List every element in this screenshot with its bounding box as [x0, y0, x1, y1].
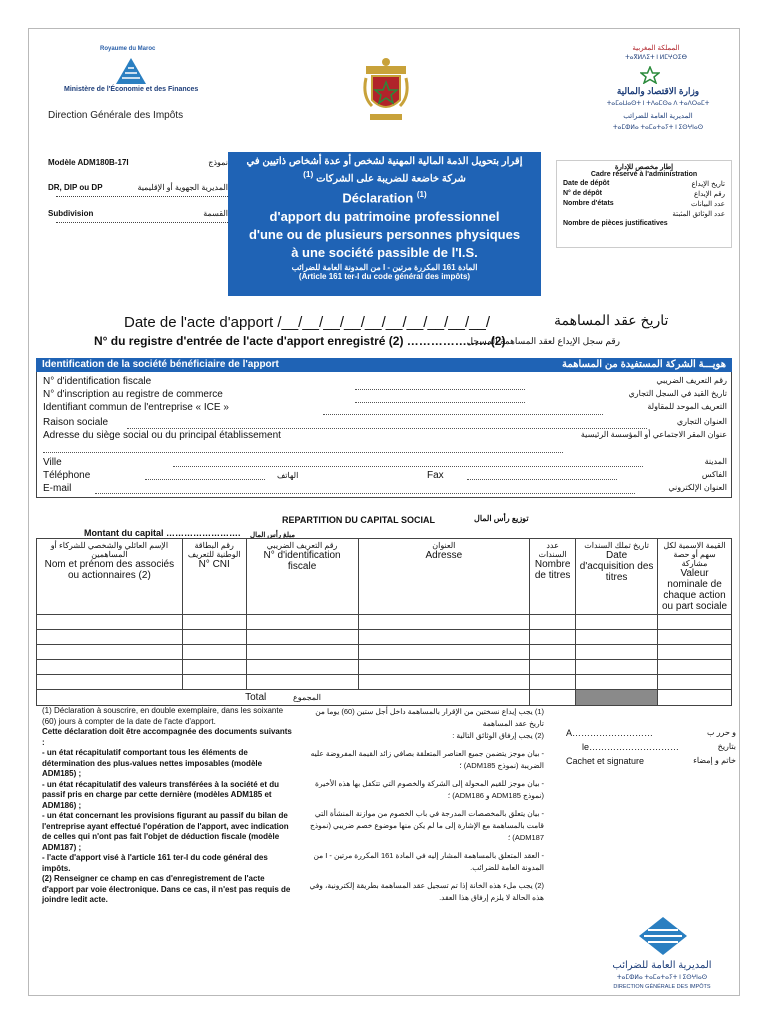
sign-le-label[interactable]: le…………………………	[582, 742, 680, 752]
title-fr-2: d'apport du patrimoine professionnel	[269, 208, 500, 224]
modele-label: Modèle ADM180B-17I	[48, 158, 129, 167]
dgi-bottom-fr: DIRECTION GÉNÉRALE DES IMPÔTS	[613, 984, 711, 990]
nb-pieces-label: Nombre de pièces justificatives	[563, 220, 668, 227]
id-row-if[interactable]: N° d'identification fiscale رقم التعريف الضريبي	[43, 376, 727, 387]
title-fr-3: d'une ou de plusieurs personnes physiques	[248, 226, 521, 242]
dr-label-ar: المديرية الجهوية أو الإقليمية	[137, 183, 228, 192]
footnotes-ar: (1) يجب إيداع نسختين من الإقرار بالمساهمة داخل أجل ستين (60) يوما من تاريخ عقد المساهمة (2) يجب إرفاق الوثائق التالية : - بيان موجز يتضمن جميع العناصر المتعلقة بصافي زائد القيمة المفروضة عليه الضريبة (نموذج ADM185) ؛ - بيان موجز للقيم المحولة إلى الشركة والخصوم التي تتكفل بها هذه الأخيرة (نموذج ADM185 و ADM186) ؛ - بيان يتعلق بالمخصصات المدرجة في باب الخصوم من موازنة المنشأة التي قامت بالمساهمة مع الإشارة إلى ما لم يكن منها موضوع خصم ضريبي (نموذج ADM187) ؛ - العقد المتعلق بالمساهمة المشار إليه في المادة 161 المكررة مرتين - I من المدونة العامة للضرائب. (2) يجب ملء هذه الخانة إذا تم تسجيل عقد المساهمة بطريقة إلكترونية، وفي هذه الحالة لا يلزم إرفاق هذا العقد.	[309, 707, 544, 902]
cachet-label: Cachet et signature	[566, 756, 645, 766]
logo-right-line1: المملكة المغربية	[632, 45, 680, 52]
sign-le-label-ar: بتاريخ	[717, 742, 736, 751]
cachet-label-ar: خاتم و إمضاء	[693, 756, 736, 765]
total-valeur-cell[interactable]	[658, 690, 732, 706]
title-fr-4: à une société passible de l'I.S.	[291, 244, 478, 260]
dgi-logo-left	[48, 44, 208, 124]
total-row	[37, 690, 732, 706]
admin-title-ar: إطار مخصص للإدارة	[614, 164, 674, 171]
fax-label: Fax	[427, 470, 444, 481]
logo-dgi-text: Direction Générale des Impôts	[48, 110, 184, 121]
col-cni: رقم البطاقة الوطنية للتعريف N° CNI	[182, 539, 246, 615]
identification-header	[36, 358, 732, 372]
footnotes-fr: (1) Déclaration à souscrire, en double exemplaire, dans les soixante (60) jours à compter de la date de l'acte d'apport. Cette déclaration doit être accompagnée des documents suivants : - un état récapitulatif comportant tous les éléments de détermination des plus-values nettes imposables (modèle ADM185) ; - un état récapitulatif des valeurs transférées à la société et du passif pris en charge par cette dernière (modèles ADM185 et ADM186) ; - un état concernant les provisions figurant au passif du bilan de l'entreprise ayant effectué l'opération de l'apport, avec indication de celles qui n'ont pas fait l'objet de déduction fiscale (modèle ADM187) ; - l'acte d'apport visé à l'article 161 ter-I du code général des impôts. (2) Renseigner ce champ en cas d'enregistrement de l'acte d'apport par voie électronique. Dans ce cas, il n'est pas requis de joindre ledit acte.	[42, 706, 292, 904]
identification-box	[36, 372, 732, 498]
article-ar: المادة 161 المكررة مرتين - I من المدونة العامة للضرائب	[291, 262, 478, 272]
col-adresse: العنوان Adresse	[358, 539, 530, 615]
num-depot-label: N° de dépôt	[563, 190, 602, 197]
coat-of-arms-icon	[362, 56, 410, 128]
registre-label[interactable]: N° du registre d'entrée de l'acte d'apport enregistré (2) …………………(2)	[94, 334, 506, 348]
id-row-raison[interactable]: Raison sociale العنوان التجاري	[43, 417, 727, 428]
subdivision-label-ar: القسمة	[203, 209, 228, 218]
total-label: Total	[245, 692, 267, 703]
table-row[interactable]	[37, 645, 732, 660]
signature-block	[566, 728, 736, 766]
total-grey-cell	[576, 690, 658, 706]
ministry-logo-right	[596, 40, 726, 136]
nb-etats-label: Nombre d'états	[563, 200, 614, 207]
nb-etats-label-ar: عدد البيانات	[690, 201, 725, 208]
subdivision-label: Subdivision	[48, 209, 94, 218]
logo-right-line5: المديرية العامة للضرائب	[623, 113, 693, 120]
nb-pieces-label-ar: عدد الوثائق المثبتة	[672, 211, 725, 218]
date-depot-label: Date de dépôt	[563, 180, 610, 187]
id-row-rc[interactable]: N° d'inscription au registre de commerce تاريخ القيد في السجل التجاري	[43, 389, 727, 400]
sign-a-label[interactable]: A………………………	[566, 728, 654, 738]
dr-input-line[interactable]	[56, 196, 228, 197]
admin-reserved-box	[556, 160, 732, 248]
col-date: تاريخ تملك السندات Date d'acquisition des titres	[576, 539, 658, 615]
capital-label-ar: مبلغ رأس المال	[250, 532, 296, 539]
repartition-table	[36, 538, 732, 706]
dgi-bottom-ar: المديرية العامة للضرائب	[612, 960, 712, 971]
logo-ministry-text: Ministère de l'Économie et des Finances	[64, 86, 199, 93]
id-row-email[interactable]: E-mail العنوان الإلكتروني	[43, 483, 727, 494]
dr-label: DR, DIP ou DP	[48, 183, 103, 192]
dgi-triangle-icon	[114, 56, 148, 86]
col-nombre: عدد السندات Nombre de titres	[530, 539, 576, 615]
table-row[interactable]	[37, 675, 732, 690]
total-nombre-cell[interactable]	[530, 690, 576, 706]
repartition-title-ar: توزيع رأس المال	[474, 514, 529, 523]
identification-header-fr: Identification de la société bénéficiaire de l'apport	[42, 359, 279, 370]
id-row-tel[interactable]: Téléphone الفاكس	[43, 470, 727, 481]
header-left-fields	[48, 158, 228, 235]
dgi-bottom-tifinagh: ⵜⴰⵎⵀⵍⴰ ⵜⴰⵎⴰⵜⴰⵢⵜ ⵏ ⵉⵙⵖⵏⴰⵙ	[616, 975, 708, 981]
star-icon	[640, 66, 660, 84]
sign-a-label-ar: و حرر ب	[706, 728, 736, 737]
dgi-logo-bottom	[600, 916, 720, 1004]
logo-right-line3: وزارة الاقتصاد والمالية	[616, 86, 700, 96]
capital-label[interactable]: Montant du capital …………………….	[84, 528, 241, 538]
table-row[interactable]	[37, 660, 732, 675]
id-row-ville[interactable]: Ville المدينة	[43, 457, 727, 468]
article-fr: (Article 161 ter-I du code général des impôts)	[298, 271, 471, 281]
col-if: رقم التعريف الضريبي N° d'identification fiscale	[246, 539, 358, 615]
modele-label-ar: نموذج	[208, 158, 228, 167]
subdivision-input-line[interactable]	[56, 222, 228, 223]
logo-right-line2: ⵜⴰⴳⵍⴷⵉⵜ ⵏ ⵍⵎⵖⵔⵉⴱ	[625, 55, 687, 61]
logo-right-line6: ⵜⴰⵎⵀⵍⴰ ⵜⴰⵎⴰⵜⴰⵢⵜ ⵏ ⵉⵙⵖⵏⴰⵙ	[612, 125, 704, 131]
date-acte-label-ar: تاريخ عقد المساهمة	[554, 312, 669, 328]
logo-right-line4: ⵜⴰⵎⴰⵡⴰⵙⵜ ⵏ ⵜⴷⴰⵎⵙⴰ ⴷ ⵜⴰⴷⵔⴰⵎⵜ	[606, 101, 710, 107]
total-label-ar: المجموع	[293, 693, 322, 702]
admin-title-fr: Cadre réservé à l'administration	[590, 171, 698, 178]
identification-header-ar: هويـــة الشركة المستفيدة من المساهمة	[562, 359, 726, 370]
date-acte-label[interactable]: Date de l'acte d'apport /__/__/__/__/__/__/__/__/__/__/	[124, 314, 491, 331]
title-ar: إقرار بتحويل الذمة المالية المهنية لشخص أو عدة أشخاص ذاتيين في شركة خاضعة للضريبة على الشركات $^{(1)}$	[246, 156, 523, 185]
col-nom: الإسم العائلي والشخصي للشركاء أو المساهمين Nom et prénom des associés ou actionnaires (2)	[37, 539, 183, 615]
id-row-ice[interactable]: Identifiant commun de l'entreprise « ICE » التعريف الموحد للمقاولة	[43, 402, 727, 413]
declaration-title-box	[228, 152, 541, 296]
col-valeur: القيمة الاسمية لكل سهم أو حصة مشاركة Valeur nominale de chaque action ou part sociale	[658, 539, 732, 615]
title-fr-1: Déclaration $^{(1)}$	[342, 190, 427, 206]
num-depot-label-ar: رقم الإيداع	[693, 191, 725, 198]
repartition-title: REPARTITION DU CAPITAL SOCIAL	[282, 515, 435, 525]
registre-label-ar: رقم سجل الإيداع لعقد المساهمة المسجل	[466, 336, 620, 346]
date-depot-label-ar: تاريخ الإيداع	[691, 181, 725, 188]
dgi-diamond-icon	[638, 916, 688, 956]
table-row[interactable]	[37, 630, 732, 645]
logo-kingdom-text: Royaume du Maroc	[100, 46, 156, 52]
tel-label-ar: الهاتف	[277, 471, 299, 480]
table-row[interactable]	[37, 615, 732, 630]
id-row-adresse[interactable]: Adresse du siège social ou du principal établissement عنوان المقر الاجتماعي أو المؤسسة الرئيسية	[43, 430, 727, 441]
